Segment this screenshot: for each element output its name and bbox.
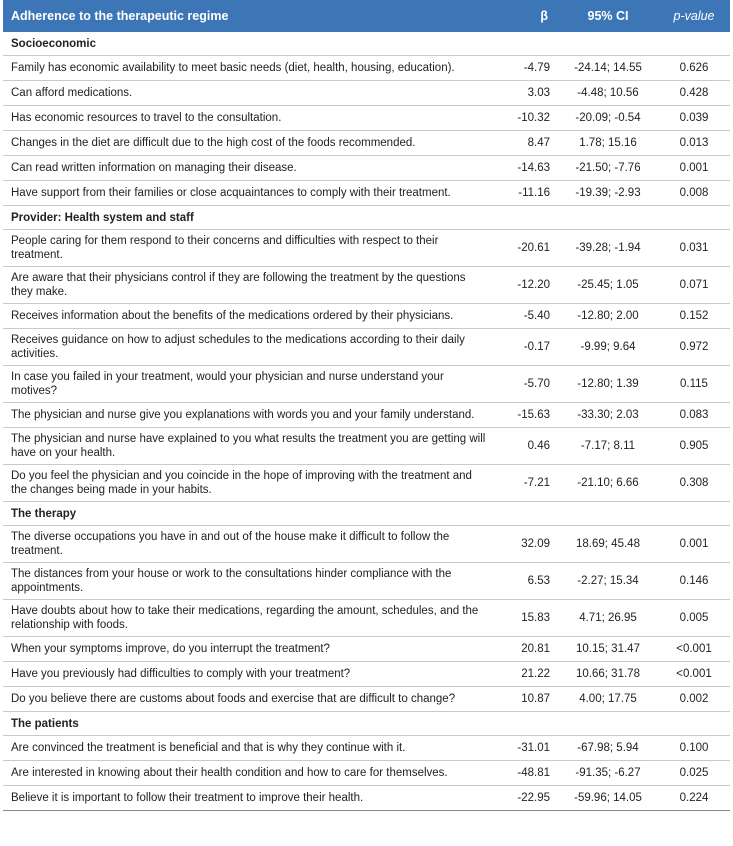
table-row: [3, 329, 730, 366]
row-statement: Are aware that their physicians control if they are following the treatment by the questions they make.: [3, 267, 498, 304]
row-beta: -4.79: [498, 56, 558, 81]
row-beta: 21.22: [498, 662, 558, 687]
row-p-value: 0.905: [658, 428, 730, 465]
row-p-value: 0.308: [658, 465, 730, 502]
row-beta: 32.09: [498, 526, 558, 563]
row-statement: Has economic resources to travel to the consultation.: [3, 106, 498, 131]
table-row: [3, 366, 730, 403]
row-statement: Receives information about the benefits of the medications ordered by their physicians.: [3, 304, 498, 329]
row-statement: The physician and nurse have explained to you what results the treatment you are getting will have on your health.: [3, 428, 498, 465]
table-row: [3, 156, 730, 181]
row-statement: Do you believe there are customs about foods and exercise that are difficult to change?: [3, 687, 498, 712]
table-row: [3, 81, 730, 106]
row-ci: -12.80; 1.39: [558, 366, 658, 403]
adherence-table: [3, 0, 730, 811]
row-statement: People caring for them respond to their concerns and difficulties with respect to their treatment.: [3, 230, 498, 267]
section-row: [3, 502, 730, 526]
row-statement: Family has economic availability to meet basic needs (diet, health, housing, education).: [3, 56, 498, 81]
row-ci: 18.69; 45.48: [558, 526, 658, 563]
row-p-value: 0.039: [658, 106, 730, 131]
row-ci: -91.35; -6.27: [558, 761, 658, 786]
table-row: [3, 637, 730, 662]
table-row: [3, 687, 730, 712]
row-beta: 8.47: [498, 131, 558, 156]
row-beta: -31.01: [498, 736, 558, 761]
row-beta: 0.46: [498, 428, 558, 465]
row-statement: Have you previously had difficulties to comply with your treatment?: [3, 662, 498, 687]
row-ci: -59.96; 14.05: [558, 786, 658, 811]
row-ci: 10.15; 31.47: [558, 637, 658, 662]
table-row: [3, 106, 730, 131]
row-p-value: 0.001: [658, 526, 730, 563]
table-row: [3, 267, 730, 304]
table-row: [3, 403, 730, 428]
row-p-value: 0.013: [658, 131, 730, 156]
row-p-value: 0.100: [658, 736, 730, 761]
row-beta: 15.83: [498, 600, 558, 637]
row-ci: 10.66; 31.78: [558, 662, 658, 687]
header-p-value: p-value: [658, 0, 730, 32]
table-row: [3, 761, 730, 786]
row-statement: Are interested in knowing about their health condition and how to care for themselves.: [3, 761, 498, 786]
row-beta: -20.61: [498, 230, 558, 267]
row-ci: -25.45; 1.05: [558, 267, 658, 304]
row-beta: -48.81: [498, 761, 558, 786]
row-p-value: 0.626: [658, 56, 730, 81]
table-row: [3, 56, 730, 81]
table-row: [3, 131, 730, 156]
row-p-value: <0.001: [658, 662, 730, 687]
row-statement: Are convinced the treatment is beneficial and that is why they continue with it.: [3, 736, 498, 761]
table-row: [3, 736, 730, 761]
row-ci: -24.14; 14.55: [558, 56, 658, 81]
row-p-value: 0.152: [658, 304, 730, 329]
row-ci: -4.48; 10.56: [558, 81, 658, 106]
row-statement: Receives guidance on how to adjust schedules to the medications according to their daily activities.: [3, 329, 498, 366]
section-row: [3, 32, 730, 56]
table-row: [3, 465, 730, 502]
table-row: [3, 526, 730, 563]
row-p-value: 0.025: [658, 761, 730, 786]
table-header: [3, 0, 730, 32]
row-beta: -0.17: [498, 329, 558, 366]
row-beta: -12.20: [498, 267, 558, 304]
row-p-value: 0.115: [658, 366, 730, 403]
row-beta: -5.70: [498, 366, 558, 403]
row-beta: 10.87: [498, 687, 558, 712]
row-ci: 1.78; 15.16: [558, 131, 658, 156]
row-p-value: 0.005: [658, 600, 730, 637]
section-row: [3, 206, 730, 230]
row-statement: When your symptoms improve, do you interrupt the treatment?: [3, 637, 498, 662]
table-row: [3, 181, 730, 206]
row-beta: -10.32: [498, 106, 558, 131]
table-row: [3, 230, 730, 267]
row-beta: -14.63: [498, 156, 558, 181]
row-p-value: 0.428: [658, 81, 730, 106]
row-p-value: 0.002: [658, 687, 730, 712]
table-row: [3, 428, 730, 465]
row-p-value: 0.083: [658, 403, 730, 428]
row-p-value: 0.146: [658, 563, 730, 600]
table-row: [3, 563, 730, 600]
row-p-value: 0.972: [658, 329, 730, 366]
row-beta: 20.81: [498, 637, 558, 662]
row-statement: The physician and nurse give you explanations with words you and your family understand.: [3, 403, 498, 428]
table-row: [3, 304, 730, 329]
row-statement: The diverse occupations you have in and out of the house make it difficult to follow the treatment.: [3, 526, 498, 563]
row-ci: -33.30; 2.03: [558, 403, 658, 428]
row-p-value: 0.001: [658, 156, 730, 181]
row-beta: -11.16: [498, 181, 558, 206]
row-ci: -21.10; 6.66: [558, 465, 658, 502]
row-statement: Can afford medications.: [3, 81, 498, 106]
row-ci: 4.00; 17.75: [558, 687, 658, 712]
row-statement: Have doubts about how to take their medications, regarding the amount, schedules, and the relationship with foods.: [3, 600, 498, 637]
header-ci: 95% CI: [558, 0, 658, 32]
row-beta: -7.21: [498, 465, 558, 502]
section-title: Socioeconomic: [3, 32, 730, 56]
row-ci: 4.71; 26.95: [558, 600, 658, 637]
row-p-value: <0.001: [658, 637, 730, 662]
row-statement: In case you failed in your treatment, would your physician and nurse understand your motives?: [3, 366, 498, 403]
header-beta: β: [498, 0, 558, 32]
section-title: The therapy: [3, 502, 730, 526]
row-ci: -7.17; 8.11: [558, 428, 658, 465]
row-p-value: 0.071: [658, 267, 730, 304]
row-ci: -39.28; -1.94: [558, 230, 658, 267]
row-ci: -9.99; 9.64: [558, 329, 658, 366]
row-ci: -20.09; -0.54: [558, 106, 658, 131]
row-ci: -2.27; 15.34: [558, 563, 658, 600]
row-beta: -22.95: [498, 786, 558, 811]
row-statement: The distances from your house or work to the consultations hinder compliance with the appointments.: [3, 563, 498, 600]
section-title: The patients: [3, 712, 730, 736]
row-ci: -19.39; -2.93: [558, 181, 658, 206]
row-p-value: 0.031: [658, 230, 730, 267]
row-statement: Believe it is important to follow their treatment to improve their health.: [3, 786, 498, 811]
section-row: [3, 712, 730, 736]
row-beta: -15.63: [498, 403, 558, 428]
table-row: [3, 786, 730, 811]
row-statement: Have support from their families or close acquaintances to comply with their treatment.: [3, 181, 498, 206]
row-statement: Can read written information on managing their disease.: [3, 156, 498, 181]
table-row: [3, 662, 730, 687]
row-beta: -5.40: [498, 304, 558, 329]
row-ci: -67.98; 5.94: [558, 736, 658, 761]
row-statement: Changes in the diet are difficult due to the high cost of the foods recommended.: [3, 131, 498, 156]
row-p-value: 0.008: [658, 181, 730, 206]
row-ci: -21.50; -7.76: [558, 156, 658, 181]
row-beta: 6.53: [498, 563, 558, 600]
row-statement: Do you feel the physician and you coincide in the hope of improving with the treatment and the changes being made in your habits.: [3, 465, 498, 502]
row-ci: -12.80; 2.00: [558, 304, 658, 329]
row-p-value: 0.224: [658, 786, 730, 811]
table-row: [3, 600, 730, 637]
row-beta: 3.03: [498, 81, 558, 106]
header-factor: Adherence to the therapeutic regime: [3, 0, 498, 32]
section-title: Provider: Health system and staff: [3, 206, 730, 230]
table-body: [3, 32, 730, 811]
